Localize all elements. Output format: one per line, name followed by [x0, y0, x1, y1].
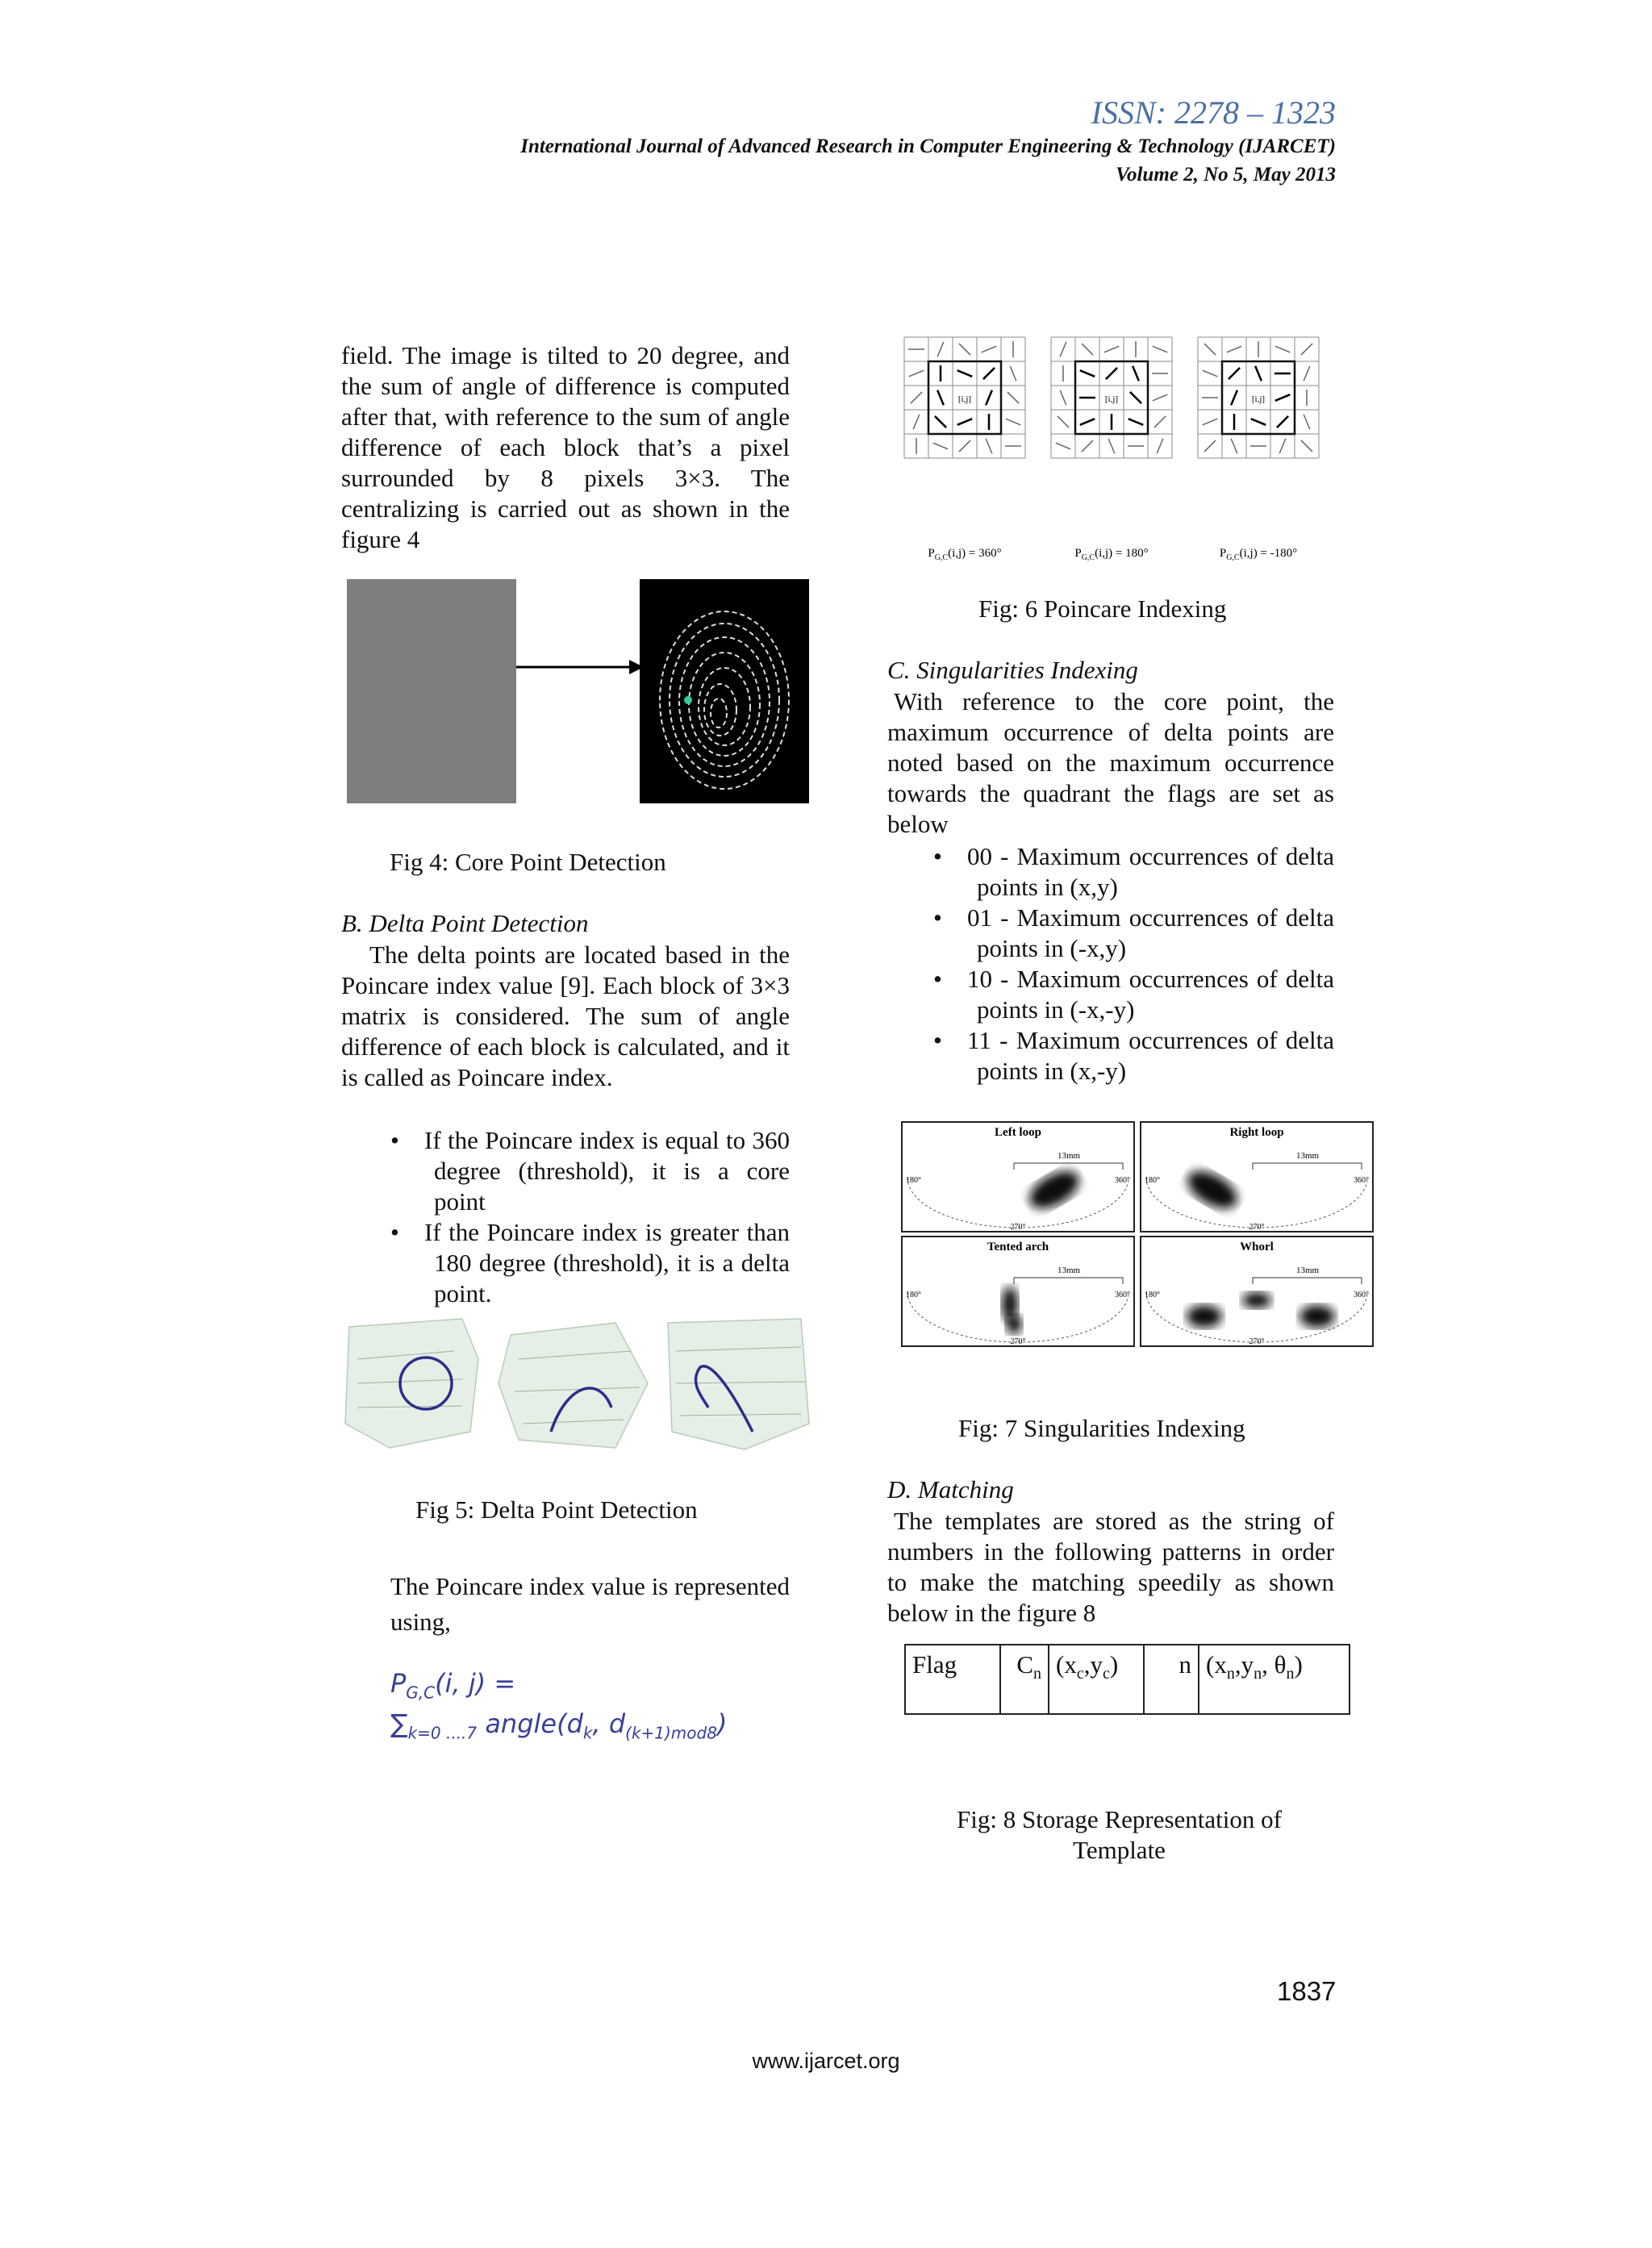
footer-url: www.ijarcet.org — [752, 2049, 900, 2073]
singularity-panel — [1140, 1236, 1374, 1347]
orientation-mark — [913, 415, 920, 429]
table-cell-xnynthetan: ($x_n,y_n$, $\theta_n$) — [1199, 1645, 1350, 1714]
orientation-mark — [1275, 346, 1290, 352]
orientation-mark — [1255, 366, 1262, 381]
poincare-grid — [904, 337, 1025, 562]
orientation-mark — [1204, 440, 1216, 452]
panel-degree-bottom: 270° — [1010, 1337, 1026, 1346]
orientation-mark — [935, 416, 946, 427]
formula-dk-sub: k — [582, 1723, 593, 1743]
orientation-mark — [959, 440, 970, 452]
bullet-item: • If the Poincare index is greater than 180 degree (threshold), it is a delta point. — [390, 1217, 790, 1309]
formula-p-sub: G,C — [406, 1683, 436, 1703]
orientation-mark — [1304, 366, 1310, 381]
panel-degree-left: 180° — [906, 1176, 921, 1185]
orientation-mark — [1010, 366, 1016, 381]
fig7-caption: Fig: 7 Singularities Indexing — [958, 1414, 1245, 1442]
orientation-mark — [1154, 416, 1166, 427]
bullet-item: • 10 - Maximum occurrences of delta points in (-x,-y) — [933, 964, 1334, 1025]
orientation-mark — [937, 390, 944, 405]
orientation-mark — [909, 370, 924, 377]
orientation-mark — [1060, 342, 1066, 357]
panel-title: Right loop — [1229, 1126, 1284, 1139]
orientation-mark — [1203, 419, 1217, 425]
fig4-caption: Fig 4: Core Point Detection — [390, 848, 666, 876]
bullet-item: • 01 - Maximum occurrences of delta points in (-x,y) — [933, 903, 1334, 964]
formula-end: ) — [716, 1708, 728, 1740]
orientation-mark — [1108, 439, 1115, 453]
table-cell-flag: Flag — [905, 1645, 1000, 1714]
poincare-grid — [1198, 337, 1319, 562]
panel-title: Whorl — [1240, 1241, 1274, 1253]
poincare-grid-label: $P_{G,C}(i,j) = 360^\circ$ — [928, 547, 1002, 562]
panel-distance-label: 13mm — [1295, 1266, 1320, 1275]
orientation-mark — [1231, 390, 1237, 405]
table-cell-xcyc: $(x_c,y_c)$ — [1049, 1645, 1144, 1714]
orientation-mark — [1275, 394, 1290, 401]
orientation-mark — [933, 443, 948, 449]
grid-center-label: [i,j] — [957, 394, 972, 404]
density-blob — [1299, 1305, 1335, 1328]
orientation-mark — [937, 342, 944, 357]
fig4-arrow-icon — [516, 645, 645, 694]
fig8-caption — [887, 1804, 1351, 1866]
orientation-mark — [1060, 390, 1066, 405]
section-c-title: C. Singularities Indexing — [887, 656, 1138, 684]
grid-center-label: [i,j] — [1251, 394, 1266, 404]
orientation-mark — [1104, 346, 1119, 352]
section-b-title: B. Delta Point Detection — [341, 909, 589, 937]
panel-degree-right: 360° — [1354, 1291, 1369, 1299]
orientation-mark — [1203, 370, 1217, 377]
orientation-mark — [1251, 419, 1266, 425]
orientation-mark — [1128, 419, 1143, 425]
poincare-grid — [1051, 337, 1172, 562]
section-d-paragraph: The templates are stored as the string of numbers in the following patterns in order to make the matching speedily as shown below in the figure 8 — [887, 1507, 1334, 1627]
orientation-mark — [983, 368, 995, 379]
panel-distance-label: 13mm — [1057, 1151, 1081, 1161]
section-b-bullets — [390, 1125, 790, 1309]
formula-mid: , d — [592, 1708, 626, 1740]
fig6-caption: Fig: 6 Poincare Indexing — [978, 594, 1227, 623]
orientation-mark — [957, 370, 972, 377]
formula-args: (i, j) = — [435, 1668, 516, 1699]
orientation-mark — [1304, 415, 1310, 429]
fig7-singularities-figure — [901, 1121, 1377, 1347]
panel-distance-label: 13mm — [1057, 1266, 1081, 1275]
table-row — [905, 1645, 1350, 1714]
orientation-mark — [1080, 370, 1095, 377]
section-c-bullets — [933, 841, 1334, 1086]
journal-title: International Journal of Advanced Research in Computer Engineering & Technology (IJARCET) — [520, 136, 1336, 157]
orientation-mark — [1279, 439, 1286, 453]
poincare-formula — [390, 1668, 727, 1743]
orientation-mark — [1227, 346, 1241, 352]
poincare-grid-label: $P_{G,C}(i,j) = 180^\circ$ — [1074, 547, 1149, 562]
panel-degree-left: 180° — [1145, 1291, 1160, 1299]
panel-degree-bottom: 270° — [1010, 1223, 1026, 1232]
section-b-paragraph: The delta points are located based in the Poincare index value [9]. Each block of 3×3 matrix is considered. The sum of angle difference of each block is calculated, and it is called as Poincare index. — [341, 940, 790, 1091]
orientation-mark — [986, 390, 992, 405]
orientation-mark — [1231, 439, 1237, 453]
orientation-mark — [1301, 440, 1312, 452]
orientation-mark — [1082, 440, 1093, 452]
orientation-mark — [986, 439, 992, 453]
orientation-mark — [1204, 344, 1216, 355]
panel-degree-right: 360° — [1115, 1291, 1130, 1299]
orientation-mark — [1006, 419, 1020, 425]
orientation-mark — [959, 344, 970, 355]
panel-degree-bottom: 270° — [1249, 1223, 1265, 1232]
left-paragraph-1: field. The image is tilted to 20 degree, and the sum of angle of difference is computed after that, with reference to the sum of angle difference of each block that’s a pixel surrounded by 8 pixels 3×3. The centralizing is carried out as shown in the figure 4 — [341, 341, 790, 553]
panel-degree-right: 360° — [1354, 1176, 1369, 1185]
orientation-mark — [911, 392, 922, 403]
panel-distance-label: 13mm — [1295, 1151, 1320, 1161]
issn-header: ISSN: 2278 – 1323 — [1091, 94, 1336, 131]
bullet-item: • 00 - Maximum occurrences of delta points in (x,y) — [933, 841, 1334, 903]
poincare-grid-label: $P_{G,C}(i,j) = -180^\circ$ — [1219, 547, 1298, 562]
orientation-mark — [1277, 416, 1288, 427]
orientation-mark — [1058, 416, 1069, 427]
fig4-fingerprint-image — [640, 579, 809, 803]
orientation-mark — [1153, 346, 1167, 352]
orientation-mark — [1301, 344, 1312, 355]
orientation-mark — [1153, 394, 1167, 401]
fig8-caption-line2: Template — [1073, 1836, 1166, 1864]
panel-degree-right: 360° — [1115, 1176, 1130, 1185]
formula-sum-symbol: ∑ — [390, 1708, 408, 1740]
bullet-item: • If the Poincare index is equal to 360 degree (threshold), it is a core point — [390, 1125, 790, 1217]
panel-degree-left: 180° — [1145, 1176, 1160, 1185]
panel-degree-left: 180° — [906, 1291, 921, 1299]
orientation-mark — [1229, 368, 1240, 379]
orientation-mark — [1056, 443, 1070, 449]
panel-title: Tented arch — [987, 1241, 1049, 1253]
orientation-mark — [1130, 392, 1141, 403]
formula-p: P — [390, 1668, 407, 1699]
singularity-panel — [901, 1236, 1135, 1347]
panel-title: Left loop — [995, 1126, 1041, 1139]
page-number: 1837 — [1277, 1976, 1337, 2006]
orientation-mark — [982, 346, 996, 352]
table-cell-cn: $C_n$ — [1000, 1645, 1049, 1714]
density-blob — [1242, 1292, 1271, 1308]
singularity-panel — [901, 1121, 1135, 1232]
orientation-mark — [1082, 344, 1093, 355]
fig8-caption-line1: Fig: 8 Storage Representation of — [957, 1805, 1282, 1833]
table-cell-n: n — [1144, 1645, 1199, 1714]
orientation-mark — [1080, 419, 1095, 425]
bullet-item: • 11 - Maximum occurrences of delta points in (x,-y) — [933, 1025, 1334, 1086]
panel-degree-bottom: 270° — [1249, 1337, 1265, 1346]
orientation-mark — [1133, 366, 1139, 381]
fig6-poincare-grids — [898, 329, 1333, 571]
formula-angle: angle(d — [485, 1708, 583, 1740]
template-table — [904, 1644, 1350, 1715]
formula-sum-sub: k=0 ....7 — [407, 1723, 478, 1743]
volume-info: Volume 2, No 5, May 2013 — [1116, 164, 1336, 186]
fig4-input-image — [347, 579, 516, 803]
orientation-mark — [1007, 392, 1019, 403]
orientation-mark — [1106, 368, 1117, 379]
fig5-caption: Fig 5: Delta Point Detection — [415, 1495, 698, 1524]
grid-center-label: [i,j] — [1104, 394, 1119, 404]
singularity-panel — [1140, 1121, 1374, 1232]
section-d-title: D. Matching — [887, 1475, 1014, 1504]
section-c-paragraph: With reference to the core point, the maximum occurrence of delta points are noted based on the maximum occurrence towards the quadrant the flags are set as below — [887, 687, 1334, 838]
formula-d-sub: (k+1)mod8 — [625, 1723, 717, 1743]
orientation-mark — [1157, 439, 1163, 453]
orientation-mark — [957, 419, 972, 425]
poincare-paragraph: The Poincare index value is represented using, — [390, 1572, 790, 1636]
density-blob — [1187, 1305, 1222, 1328]
fig5-delta-images — [341, 1311, 817, 1456]
density-blob — [1006, 1315, 1022, 1334]
